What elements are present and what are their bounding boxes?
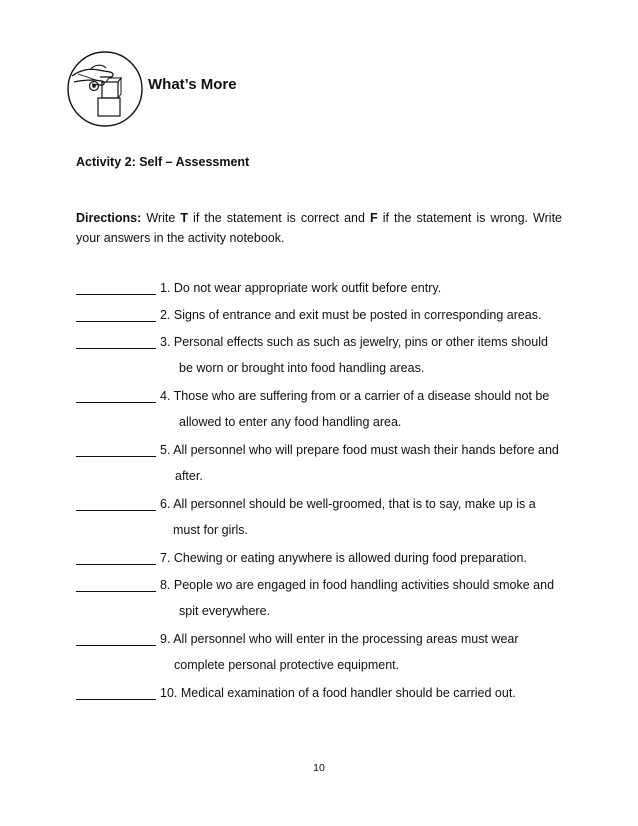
answer-blank[interactable] [76,497,156,511]
true-letter: T [180,211,188,225]
answer-blank[interactable] [76,281,156,295]
item-text: 5. All personnel who will prepare food must wash their hands before and [160,443,559,457]
item-text-continued: spit everywhere. [179,604,271,618]
answer-blank[interactable] [76,389,156,403]
hand-stacking-blocks-icon [66,50,144,128]
item-text-continued: must for girls. [173,523,249,537]
answer-blank[interactable] [76,335,156,349]
item-text: 8. People wo are engaged in food handling activities should smoke and [160,578,555,592]
item-text: 7. Chewing or eating anywhere is allowed during food preparation. [160,551,527,565]
item-text-continued: allowed to enter any food handling area. [179,415,402,429]
answer-blank[interactable] [76,578,156,592]
answer-blank[interactable] [76,686,156,700]
item-text-continued: after. [175,469,203,483]
item-text-continued: be worn or brought into food handling areas. [179,361,425,375]
page-number: 10 [313,762,325,774]
item-text: 9. All personnel who will enter in the processing areas must wear [160,632,519,646]
activity-title: Activity 2: Self – Assessment [76,155,250,169]
item-text: 3. Personal effects such as such as jewelry, pins or other items should [160,335,548,349]
directions-text-1: Write [141,211,181,225]
directions-text-3: if the statement is wrong. Write your answers in the activity notebook. [76,211,562,245]
answer-blank[interactable] [76,308,156,322]
item-text: 1. Do not wear appropriate work outfit before entry. [160,281,442,295]
answer-blank[interactable] [76,551,156,565]
section-title: What’s More [148,76,237,93]
item-text: 6. All personnel should be well-groomed, that is to say, make up is a [160,497,536,511]
answer-blank[interactable] [76,632,156,646]
directions-text-2: if the statement is correct and [188,211,371,225]
item-text: 10. Medical examination of a food handler should be carried out. [160,686,516,700]
directions-label: Directions: [76,211,142,225]
false-letter: F [370,211,378,225]
item-text: 2. Signs of entrance and exit must be posted in corresponding areas. [160,308,542,322]
directions-text [76,208,562,248]
answer-blank[interactable] [76,443,156,457]
item-text-continued: complete personal protective equipment. [174,658,400,672]
item-text: 4. Those who are suffering from or a carrier of a disease should not be [160,389,550,403]
